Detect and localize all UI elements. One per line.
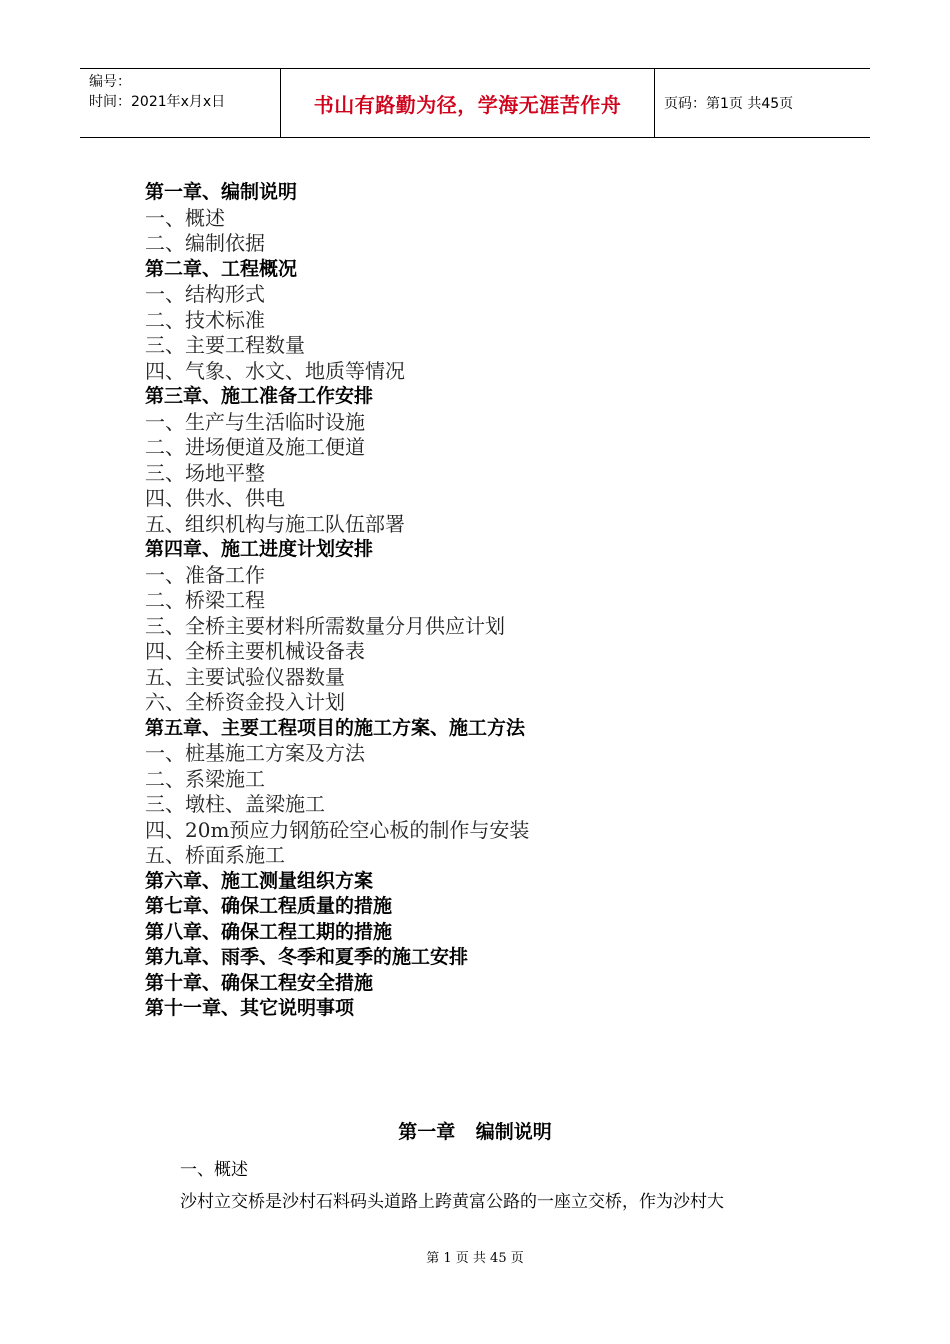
toc-chapter-item: 第九章、雨季、冬季和夏季的施工安排 [145, 946, 469, 968]
toc-chapter-item: 第八章、确保工程工期的措施 [145, 920, 393, 943]
body-paragraph: 沙村立交桥是沙村石料码头道路上跨黄富公路的一座立交桥，作为沙村大 [180, 1192, 724, 1212]
toc-section-item: 二、系梁施工 [145, 766, 265, 791]
toc-section-item: 二、技术标准 [145, 307, 265, 332]
toc-section-item: 一、概述 [145, 205, 225, 230]
header-slogan-cell [281, 69, 655, 137]
toc-section-item: 二、桥梁工程 [145, 588, 265, 612]
toc-chapter-item: 第七章、确保工程质量的措施 [145, 895, 393, 917]
toc-chapter-item: 第一章、编制说明 [145, 181, 298, 203]
toc-chapter-item: 第四章、施工进度计划安排 [145, 538, 374, 560]
toc-section-item: 一、桩基施工方案及方法 [145, 741, 365, 765]
header-meta-cell [80, 69, 281, 137]
toc-section-item: 四、全桥主要机械设备表 [145, 639, 365, 663]
toc-section-item: 二、编制依据 [145, 231, 265, 255]
toc-chapter-item: 第三章、施工准备工作安排 [145, 385, 374, 407]
toc-section-item: 四、20m预应力钢筋砼空心板的制作与安装 [145, 817, 530, 842]
page-footer: 第 1 页 共 45 页 [426, 1251, 524, 1266]
toc-section-item: 六、全桥资金投入计划 [145, 690, 345, 714]
toc-chapter-item: 第六章、施工测量组织方案 [145, 869, 374, 892]
toc-section-item: 三、场地平整 [145, 460, 265, 485]
toc-section-item: 一、结构形式 [145, 282, 265, 306]
toc-section-item: 三、墩柱、盖梁施工 [145, 792, 325, 816]
slogan: 书山有路勤为径，学海无涯苦作舟 [313, 92, 622, 117]
page-header [80, 68, 870, 138]
toc-section-item: 五、组织机构与施工队伍部署 [145, 511, 405, 536]
toc-chapter-item: 第十章、确保工程安全措施 [145, 971, 374, 994]
doc-number: 编号： [89, 74, 131, 90]
toc-section-item: 四、供水、供电 [145, 486, 285, 510]
chapter-title: 第一章 编制说明 [398, 1121, 552, 1143]
toc-section-item: 四、气象、水文、地质等情况 [145, 358, 405, 383]
toc-section-item: 五、桥面系施工 [145, 843, 285, 867]
toc-section-item: 三、全桥主要材料所需数量分月供应计划 [145, 613, 505, 638]
page-code: 页码：第1页 共45页 [664, 96, 794, 112]
toc-section-item: 一、生产与生活临时设施 [145, 409, 365, 434]
header-page-cell [655, 69, 870, 137]
toc-section-item: 一、准备工作 [145, 562, 265, 587]
doc-time: 时间：2021年x月x日 [89, 94, 226, 110]
toc-chapter-item: 第十一章、其它说明事项 [145, 997, 355, 1019]
section-heading: 一、概述 [180, 1160, 248, 1180]
toc-chapter-item: 第二章、工程概况 [145, 257, 298, 280]
toc-section-item: 二、进场便道及施工便道 [145, 435, 365, 459]
toc-section-item: 三、主要工程数量 [145, 333, 305, 357]
toc-chapter-item: 第五章、主要工程项目的施工方案、施工方法 [145, 716, 526, 739]
toc-section-item: 五、主要试验仪器数量 [145, 664, 345, 689]
table-of-contents [145, 180, 529, 1022]
